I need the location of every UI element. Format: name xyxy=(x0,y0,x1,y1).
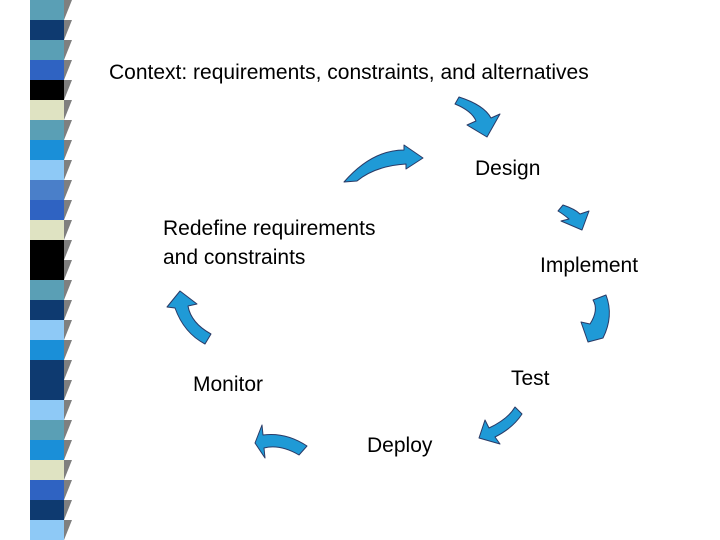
step-redefine-line1: Redefine requirements xyxy=(163,217,376,240)
step-implement: Implement xyxy=(540,254,639,277)
curved-arrow-implement-to-test xyxy=(581,295,609,342)
curved-arrow-context-to-design xyxy=(455,97,500,137)
step-monitor: Monitor xyxy=(193,373,264,396)
step-test: Test xyxy=(511,367,550,390)
curved-arrow-redefine-to-design xyxy=(344,145,423,182)
curved-arrow-design-to-implement xyxy=(558,205,589,230)
context-heading: Context: requirements, constraints, and alternatives xyxy=(109,61,589,84)
curved-arrow-test-to-deploy xyxy=(479,407,522,444)
step-redefine-line2: and constraints xyxy=(163,246,306,269)
step-design: Design xyxy=(475,157,541,180)
curved-arrow-monitor-to-redefine xyxy=(167,291,211,344)
step-deploy: Deploy xyxy=(367,434,433,457)
curved-arrow-deploy-to-monitor xyxy=(255,425,307,458)
